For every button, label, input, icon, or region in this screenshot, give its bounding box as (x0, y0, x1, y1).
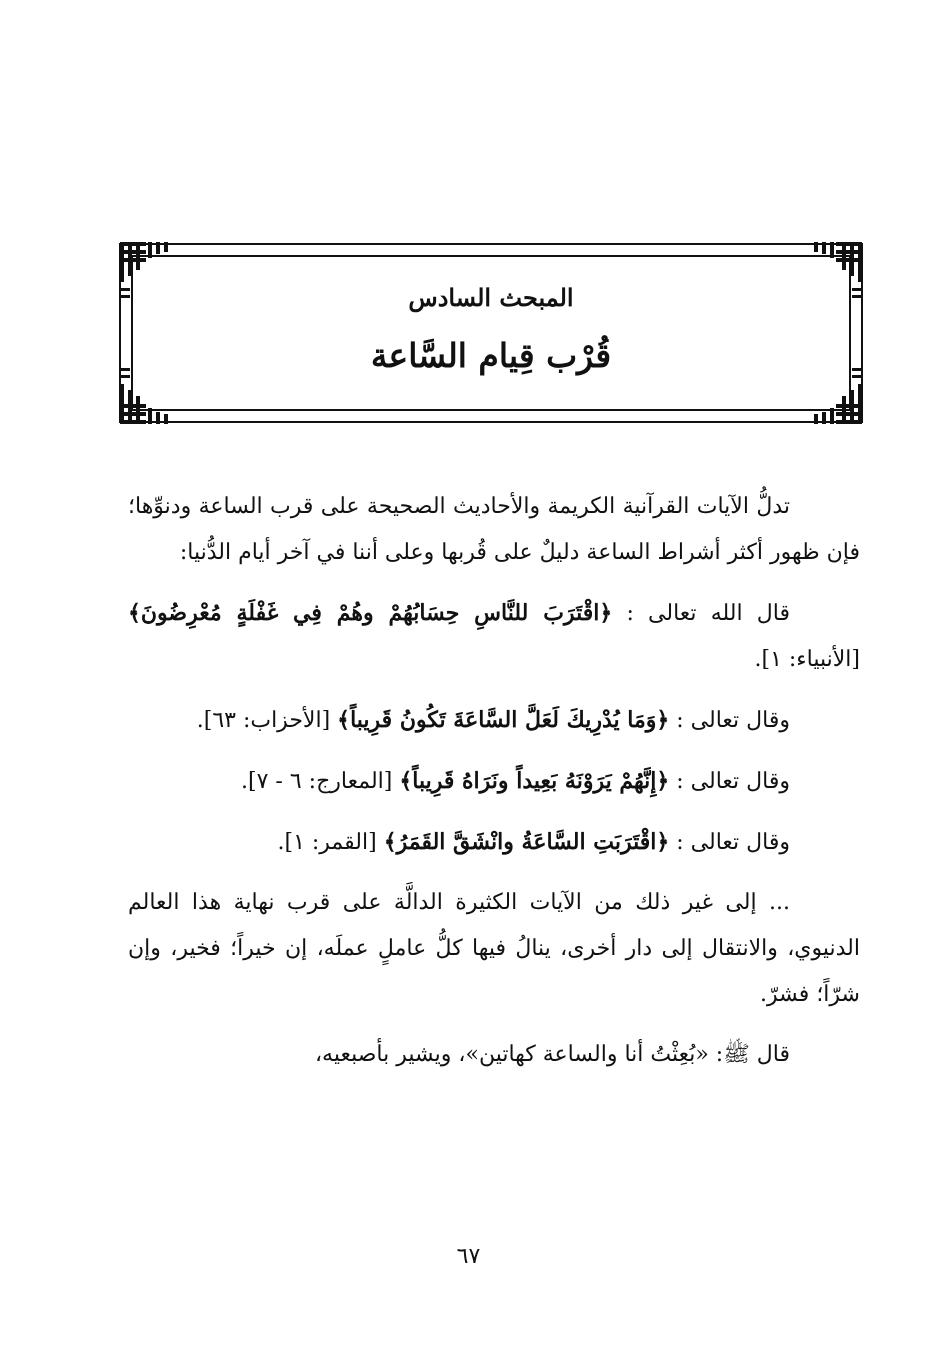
body-text (128, 484, 860, 1092)
paragraph-verse-ahzab (128, 697, 860, 744)
decorative-title-frame (118, 240, 864, 426)
verse-reference: [المعارج: ٦ - ٧]. (241, 769, 393, 794)
verse-intro: قال الله تعالى : (626, 601, 791, 626)
verse-intro: وقال تعالى : (676, 708, 790, 733)
quran-verse: ﴿إِنَّهُمْ يَرَوْنَهُ بَعِيداً ونَرَاهُ قَرِيباً﴾ (399, 768, 670, 794)
page-number: ٦٧ (456, 1244, 481, 1269)
verse-intro: وقال تعالى : (676, 830, 790, 855)
paragraph-verse-maarij (128, 758, 860, 805)
quran-verse: ﴿وَمَا يُدْرِيكَ لَعَلَّ السَّاعَةَ تَكُونُ قَرِيباً﴾ (337, 707, 670, 733)
verse-intro: وقال تعالى : (676, 769, 790, 794)
paragraph-conclusion-text: ... إلى غير ذلك من الآيات الكثيرة الدالَّة على قرب نهاية هذا العالم الدنيوي، والانتقال إلى دار أخرى، ينالُ فيها كلُّ عاملٍ عملَه، إن خيراً؛ فخير، وإن شرّاً؛ فشرّ. (128, 890, 860, 1007)
section-title: المبحث السادس (408, 283, 574, 312)
paragraph-intro (128, 484, 860, 576)
paragraph-hadith (128, 1032, 860, 1078)
chapter-title: قُرْب قِيام السَّاعة (370, 336, 612, 375)
paragraph-verse-qamar (128, 819, 860, 866)
paragraph-intro-text: تدلُّ الآيات القرآنية الكريمة والأحاديث الصحيحة على قرب الساعة ودنوِّها؛ فإن ظهور أكثر أشراط الساعة دليلٌ على قُربها وعلى أننا في آخر أيام الدُّنيا: (128, 494, 860, 565)
quran-verse: ﴿اقْتَرَبَ للنَّاسِ حِسَابُهُمْ وهُمْ فِي غَفْلَةٍ مُعْرِضُونَ﴾ (128, 600, 613, 626)
verse-reference: [القمر: ١]. (277, 830, 377, 855)
paragraph-verse-anbiya (128, 590, 860, 683)
verse-reference: [الأنبياء: ١]. (754, 647, 860, 672)
ornamental-border-icon (118, 240, 864, 426)
quran-verse: ﴿اقْتَرَبَتِ السَّاعَةُ وانْشَقَّ القَمَرُ﴾ (383, 829, 670, 855)
verse-reference: [الأحزاب: ٦٣]. (196, 708, 331, 733)
hadith-text: قال ﷺ: «بُعِثْتُ أنا والساعة كهاتين»، ويشير بأصبعيه، (314, 1042, 790, 1067)
paragraph-conclusion (128, 880, 860, 1018)
